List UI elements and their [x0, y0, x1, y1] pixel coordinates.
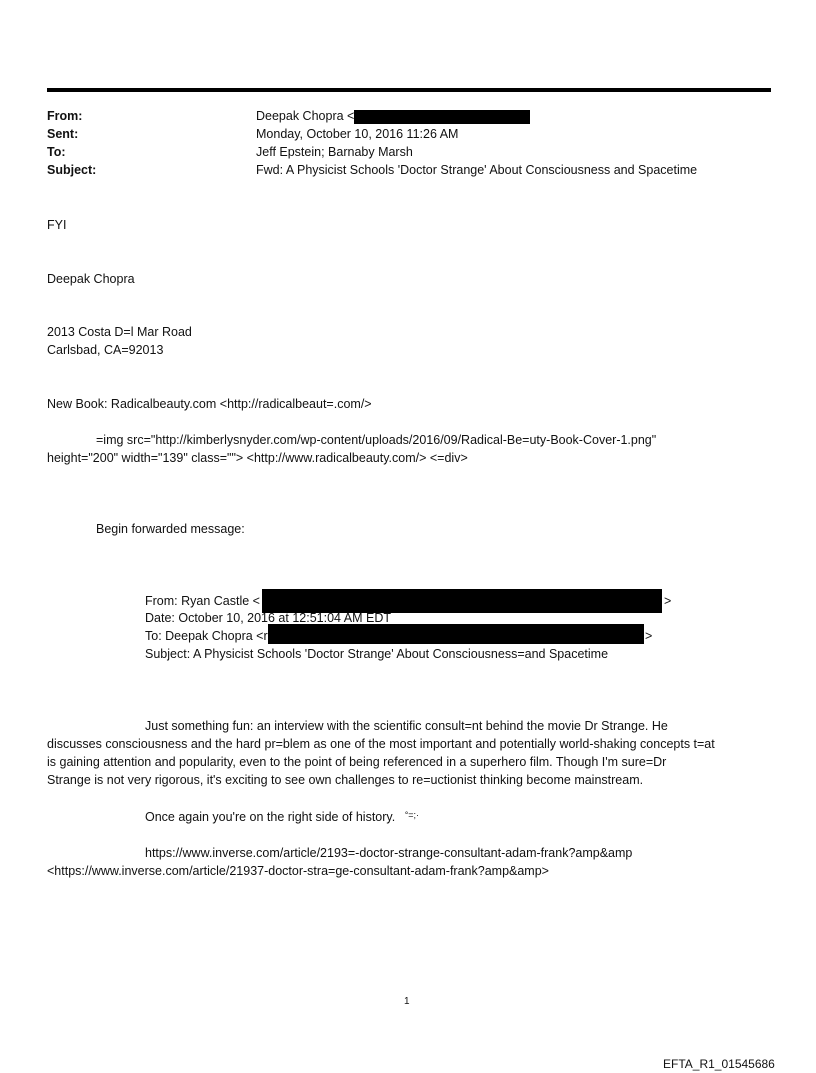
img-line-1: =img src="http://kimberlysnyder.com/wp-content/uploads/2016/09/Radical-Be=uty-Book-Cover-1.png": [96, 433, 657, 447]
to-value: Jeff Epstein; Barnaby Marsh: [256, 145, 413, 159]
redaction-block: [262, 589, 662, 613]
fwd-from: From: Ryan Castle <: [145, 594, 260, 608]
message-line-2: discusses consciousness and the hard pr=blem as one of the most important and potentially world-shaking concepts t=at: [47, 737, 715, 751]
article-link-1[interactable]: https://www.inverse.com/article/2193=-doctor-strange-consultant-adam-frank?amp&amp: [145, 846, 633, 860]
stray-glyphs: °=;·: [404, 810, 420, 820]
message-line-4: Strange is not very rigorous, it's exciting to see own challenges to re=uctionist thinking become mainstream.: [47, 773, 644, 787]
sent-value: Monday, October 10, 2016 11:26 AM: [256, 127, 459, 141]
redaction-block: [354, 110, 530, 124]
fwd-to: To: Deepak Chopra <r: [145, 629, 268, 643]
fwd-to-close: >: [645, 629, 653, 643]
img-line-2: height="200" width="139" class=""> <http://www.radicalbeauty.com/> <=div>: [47, 451, 468, 465]
from-label: From:: [47, 109, 83, 123]
history-text: Once again you're on the right side of history.: [145, 810, 396, 824]
begin-forwarded: Begin forwarded message:: [96, 522, 245, 536]
address-line-1: 2013 Costa D=l Mar Road: [47, 325, 192, 339]
fwd-subject: Subject: A Physicist Schools 'Doctor Strange' About Consciousness=and Spacetime: [145, 647, 609, 661]
fwd-date: Date: October 10, 2016 at 12:51:04 AM EDT: [145, 611, 391, 625]
redaction-block: [268, 624, 644, 644]
document-id: EFTA_R1_01545686: [663, 1057, 775, 1071]
page-number: 1: [404, 996, 410, 1007]
sent-label: Sent:: [47, 127, 79, 141]
article-link-2[interactable]: <https://www.inverse.com/article/21937-doctor-stra=ge-consultant-adam-frank?amp&amp>: [47, 864, 549, 878]
from-name: Deepak Chopra <: [256, 109, 355, 123]
message-line-1: Just something fun: an interview with the scientific consult=nt behind the movie Dr Strange. He: [145, 719, 668, 733]
from-value: [256, 109, 530, 124]
subject-label: Subject:: [47, 163, 97, 177]
sender-name: Deepak Chopra: [47, 272, 135, 286]
subject-value: Fwd: A Physicist Schools 'Doctor Strange' About Consciousness and Spacetime: [256, 163, 698, 177]
fwd-from-close: >: [664, 594, 672, 608]
address-line-2: Carlsbad, CA=92013: [47, 343, 164, 357]
new-book-line: New Book: Radicalbeauty.com <http://radicalbeaut=.com/>: [47, 397, 372, 411]
history-line: [145, 810, 419, 824]
fyi-text: FYI: [47, 218, 67, 232]
to-label: To:: [47, 145, 66, 159]
message-line-3: is gaining attention and popularity, even to the point of being referenced in a superhero film. Though I'm sure=Dr: [47, 755, 667, 769]
header-rule: [47, 88, 771, 92]
